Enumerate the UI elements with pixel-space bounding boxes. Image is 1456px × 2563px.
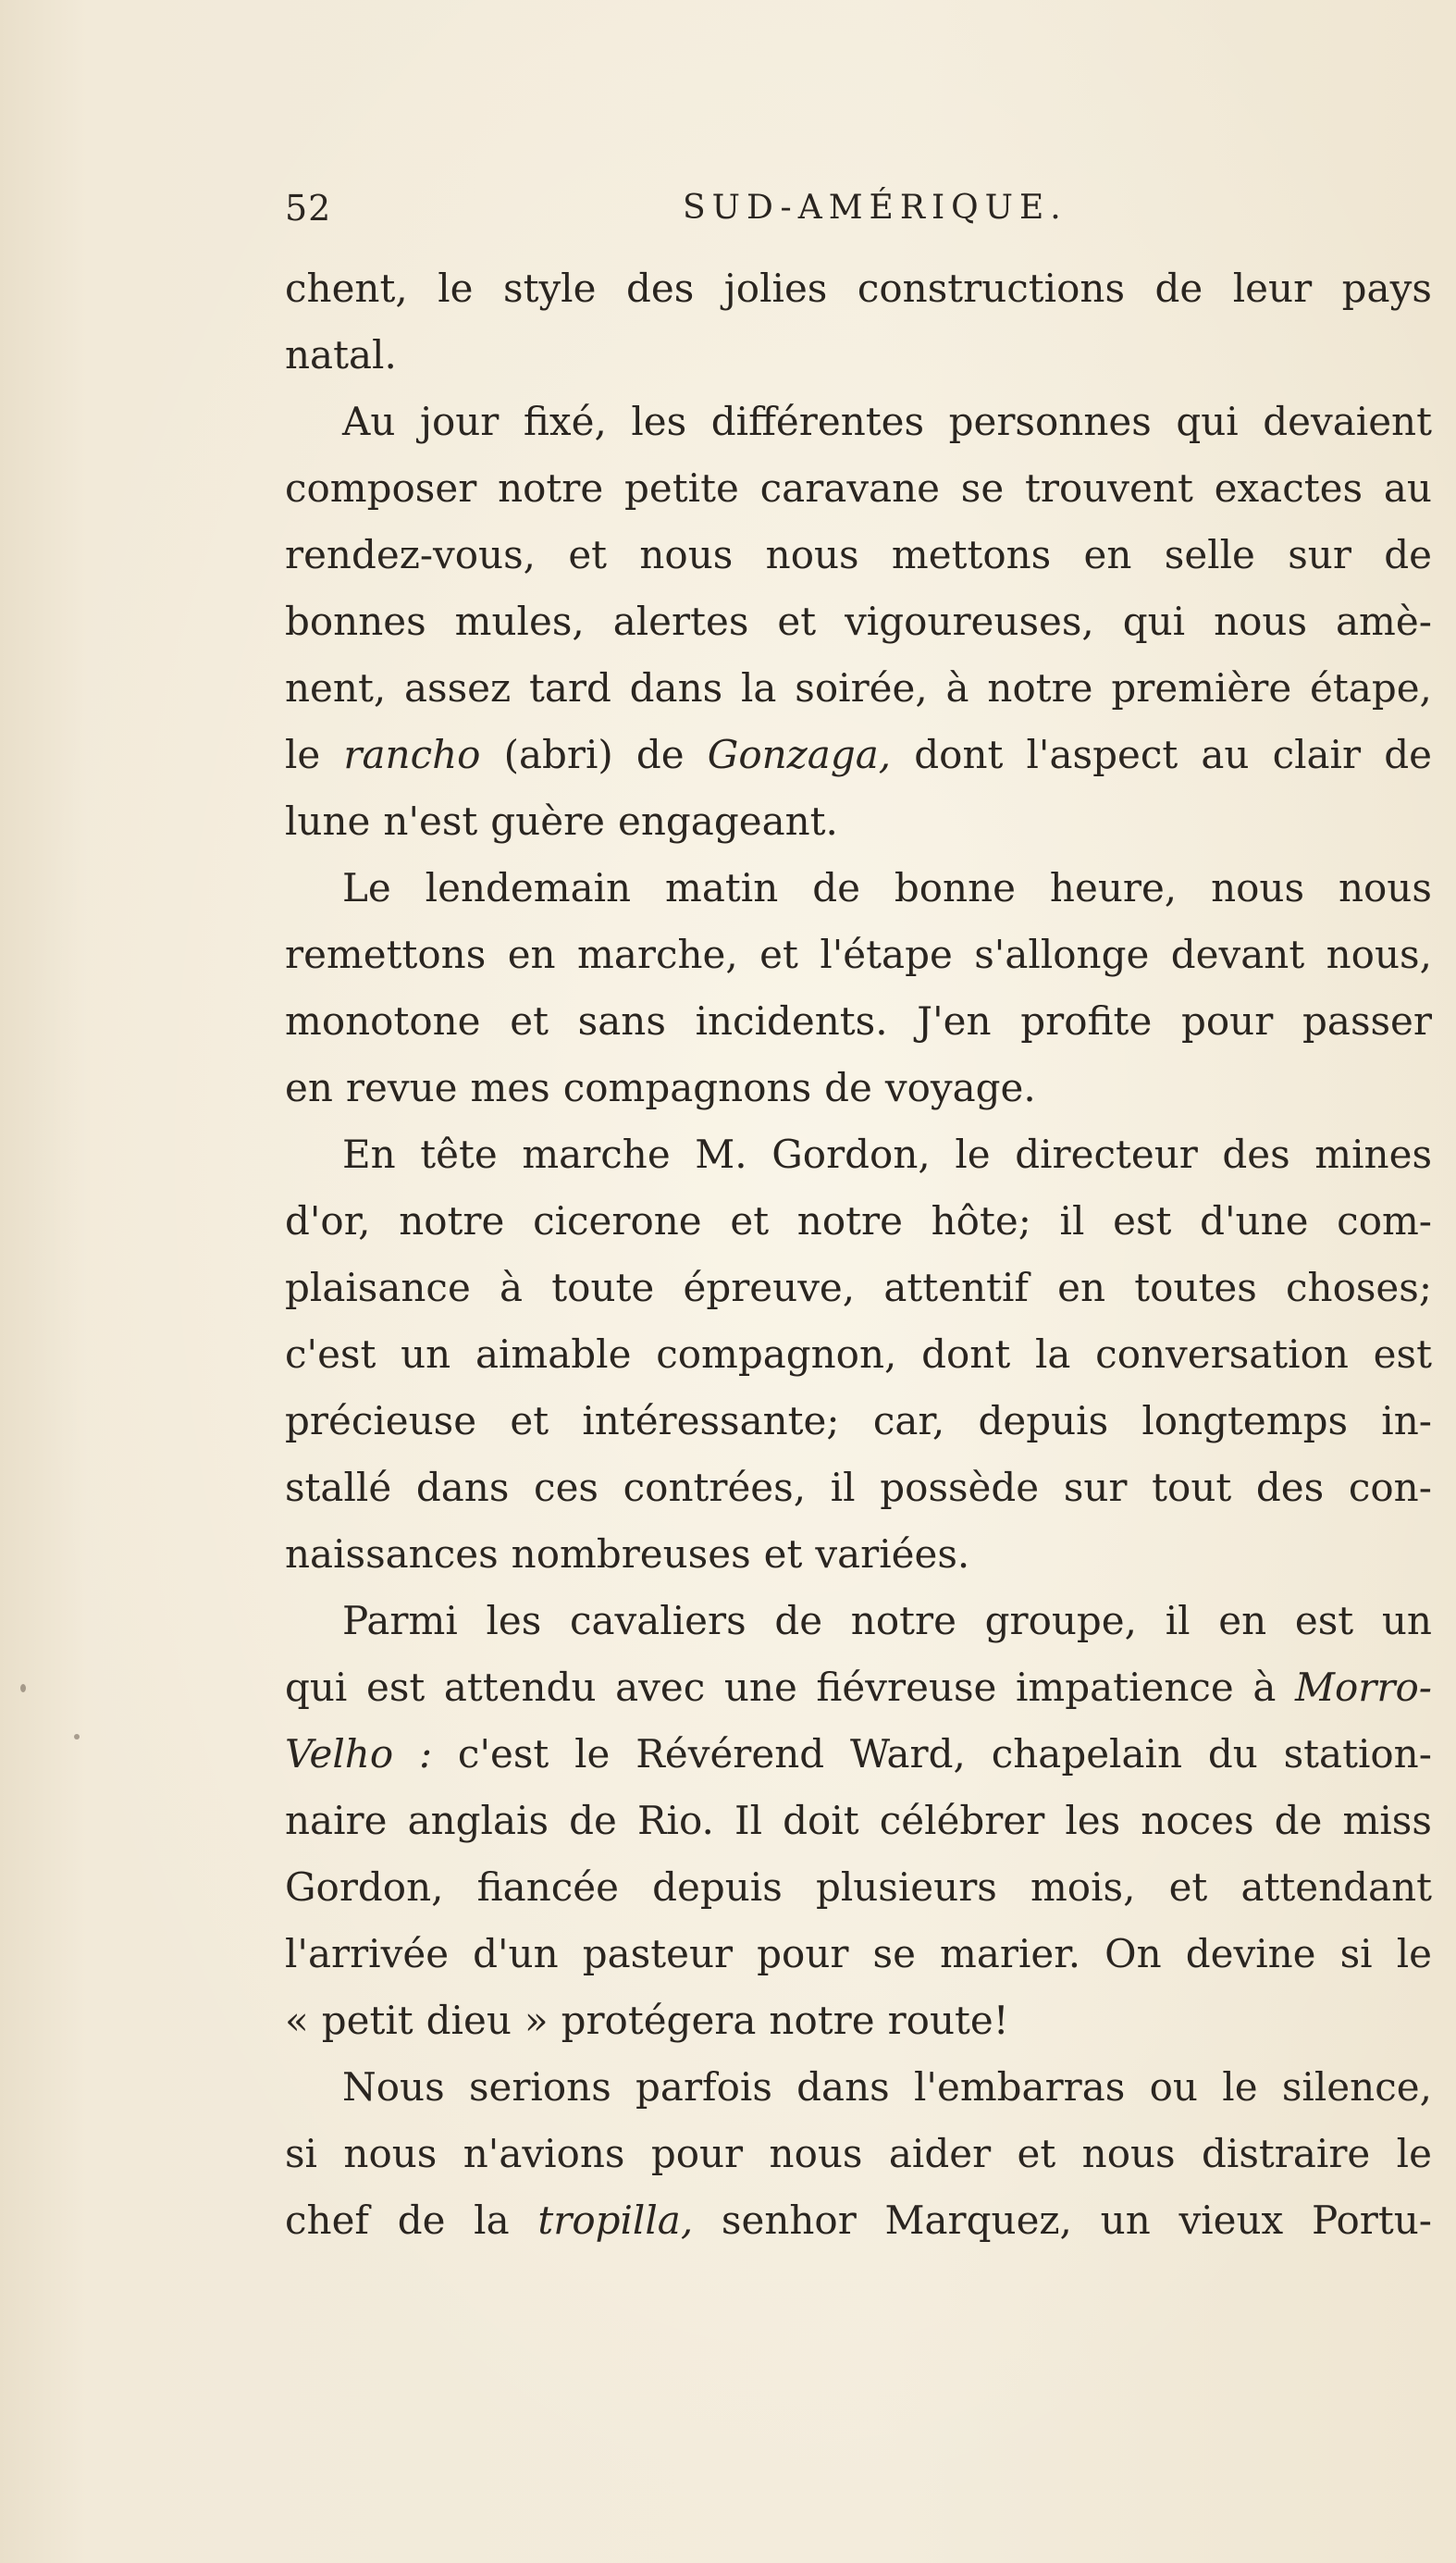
word: En (342, 1132, 396, 1177)
word: dont (921, 1331, 1011, 1377)
text-line (285, 322, 1432, 389)
word: Gordon, (285, 1864, 444, 1910)
word: soirée, (795, 665, 928, 711)
word: notre (399, 1198, 505, 1244)
word: en (507, 932, 556, 977)
word: distraire (1202, 2131, 1371, 2176)
text-line (285, 722, 1432, 788)
word: assez (404, 665, 512, 711)
word: de (569, 1798, 617, 1843)
word: vieux (1178, 2198, 1284, 2243)
word: ou (1149, 2064, 1198, 2110)
word: revue (345, 1065, 458, 1110)
word: les (631, 399, 687, 444)
word: parfois (635, 2064, 772, 2110)
word: le (1222, 2064, 1258, 2110)
text-line (285, 988, 1432, 1055)
word: de (1384, 732, 1432, 777)
word: et (568, 532, 608, 577)
word: à (500, 1265, 524, 1310)
word: il (1059, 1198, 1085, 1244)
word: d'un (473, 1931, 559, 1976)
word: incidents. (695, 998, 888, 1044)
word: nous (639, 532, 734, 577)
word: notre (850, 1598, 956, 1643)
word: naissances (285, 1531, 499, 1577)
word: » (524, 1998, 549, 2043)
word: il (830, 1465, 856, 1510)
word: profite (1020, 998, 1153, 1044)
word: car, (872, 1398, 945, 1443)
text-line (285, 1788, 1432, 1854)
word: engageant. (618, 799, 838, 844)
word: selle (1164, 532, 1255, 577)
word: con- (1348, 1465, 1432, 1510)
word: et (759, 932, 798, 977)
word: nous, (1326, 932, 1432, 977)
word: qui (1122, 599, 1186, 644)
word: la (1034, 1331, 1071, 1377)
word: longtemps (1141, 1398, 1349, 1443)
word: s'allonge (974, 932, 1150, 977)
word: étape, (1310, 665, 1432, 711)
text-line (285, 1854, 1432, 1921)
word: en (1218, 1598, 1267, 1643)
word: ces (534, 1465, 598, 1510)
word: et (510, 1398, 549, 1443)
word: de (397, 2198, 446, 2243)
word: de (1154, 266, 1203, 311)
word: sur (1288, 532, 1351, 577)
word: fixé, (523, 399, 607, 444)
text-line (285, 2121, 1432, 2187)
word: sur (1063, 1465, 1128, 1510)
word: pour (757, 1931, 849, 1976)
word: nous (1214, 599, 1308, 644)
word: de (1274, 1798, 1323, 1843)
word: nent, (285, 665, 387, 711)
text-line (285, 1521, 1432, 1588)
text-line (285, 2187, 1432, 2254)
word: contrées, (623, 1465, 807, 1510)
word: groupe, (984, 1598, 1138, 1643)
word: com- (1337, 1198, 1432, 1244)
word: mes (470, 1065, 550, 1110)
word: devaient (1263, 399, 1432, 444)
word: voyage. (884, 1065, 1036, 1110)
word: route! (887, 1998, 1009, 2043)
word: dont (914, 732, 1004, 777)
word: le (574, 1731, 611, 1777)
word: protégera (561, 1998, 757, 2043)
running-title: SUD-AMÉRIQUE. (683, 189, 1067, 227)
word: nous (1081, 2131, 1176, 2176)
word: silence, (1281, 2064, 1432, 2110)
text-line (285, 1721, 1432, 1788)
word: notre (796, 1198, 903, 1244)
word: exactes (1214, 465, 1363, 511)
word: du (1207, 1731, 1258, 1777)
word: et (1017, 2131, 1056, 2176)
text-line (285, 389, 1432, 455)
word: anglais (407, 1798, 549, 1843)
word: il (1165, 1598, 1191, 1643)
word: est (1294, 1598, 1354, 1643)
word: un (1381, 1598, 1432, 1643)
word: lune (285, 799, 371, 844)
word: bonnes (285, 599, 426, 644)
word: tout (1152, 1465, 1232, 1510)
word: petite (624, 465, 739, 511)
word: notre (498, 465, 604, 511)
word: bonne (894, 865, 1016, 910)
word: Marquez, (884, 2198, 1072, 2243)
word: miss (1342, 1798, 1432, 1843)
text-line (285, 855, 1432, 922)
word: matin (665, 865, 779, 910)
word: personnes (948, 399, 1152, 444)
word: stallé (285, 1465, 392, 1510)
word: n'avions (463, 2131, 625, 2176)
word: monotone (285, 998, 481, 1044)
word: marier. (940, 1931, 1081, 1976)
word: d'une (1200, 1198, 1309, 1244)
word: petit (321, 1998, 413, 2043)
word: cicerone (533, 1198, 702, 1244)
word: se (960, 465, 1005, 511)
word: devant (1170, 932, 1305, 977)
word: précieuse (285, 1398, 477, 1443)
word: Portu- (1311, 2198, 1432, 2243)
word: de (774, 1598, 823, 1643)
text-line (285, 922, 1432, 988)
word: nous (1338, 865, 1432, 910)
text-line (285, 655, 1432, 722)
word: sans (577, 998, 666, 1044)
word: l'arrivée (285, 1931, 450, 1976)
word: tard (528, 665, 611, 711)
word: pour (1181, 998, 1274, 1044)
word: « (285, 1998, 309, 2043)
word: Au (342, 399, 396, 444)
word: (abri) (503, 732, 613, 777)
word: nous (343, 2131, 438, 2176)
word: possède (880, 1465, 1040, 1510)
word: depuis (978, 1398, 1109, 1443)
word: toutes (1134, 1265, 1257, 1310)
word: in- (1381, 1398, 1432, 1443)
word: alertes (612, 599, 749, 644)
word: notre (769, 1998, 875, 2043)
text-line (285, 255, 1432, 322)
word: au (1201, 732, 1250, 777)
word: marche (522, 1132, 671, 1177)
word: en (285, 1065, 333, 1110)
word: célébrer (879, 1798, 1045, 1843)
word: tropilla, (537, 2198, 694, 2243)
word: fiancée (476, 1864, 619, 1910)
word: Il (734, 1798, 763, 1843)
word: toute (551, 1265, 655, 1310)
word: l'aspect (1026, 732, 1178, 777)
word: depuis (652, 1864, 783, 1910)
word: Gordon, (771, 1132, 931, 1177)
word: attendu (443, 1665, 597, 1710)
word: Morro- (1295, 1665, 1432, 1710)
page-number: 52 (285, 188, 332, 229)
text-line (285, 1388, 1432, 1455)
word: un (401, 1331, 451, 1377)
word: les (1065, 1798, 1121, 1843)
word: nous (1211, 865, 1305, 910)
word: jour (419, 399, 500, 444)
word: est (365, 1665, 426, 1710)
word: pasteur (582, 1931, 734, 1976)
word: devine (1185, 1931, 1316, 1976)
word: qui (285, 1665, 348, 1710)
running-head (285, 176, 1432, 241)
text-line (285, 455, 1432, 522)
word: première (1111, 665, 1292, 711)
word: nombreuses (511, 1531, 751, 1577)
word: épreuve, (683, 1265, 856, 1310)
paper-speck (20, 1684, 26, 1692)
word: leur (1232, 266, 1313, 311)
word: en (1057, 1265, 1106, 1310)
word: intéressante; (582, 1398, 840, 1443)
text-line (285, 1588, 1432, 1654)
word: compagnons (562, 1065, 812, 1110)
word: des (1255, 1465, 1325, 1510)
word: naire (285, 1798, 388, 1843)
word: pays (1341, 266, 1432, 311)
word: est (1373, 1331, 1432, 1377)
text-line (285, 1055, 1432, 1121)
word: trouvent (1025, 465, 1193, 511)
word: Ward, (850, 1731, 966, 1777)
word: dieu (426, 1998, 512, 2043)
word: chef (285, 2198, 369, 2243)
word: d'or, (285, 1198, 371, 1244)
word: les (486, 1598, 542, 1643)
text-line (285, 1321, 1432, 1388)
word: rendez-vous, (285, 532, 537, 577)
word: se (872, 1931, 916, 1976)
word: nous (769, 2131, 863, 2176)
word: de (635, 732, 685, 777)
word: différentes (710, 399, 925, 444)
word: nous (765, 532, 859, 577)
word: notre (987, 665, 1093, 711)
word: noces (1141, 1798, 1254, 1843)
word: des (1222, 1132, 1290, 1177)
word: et (510, 998, 549, 1044)
word: le (1396, 2131, 1432, 2176)
body-text (285, 255, 1432, 2254)
word: aider (888, 2131, 992, 2176)
word: attendant (1240, 1864, 1432, 1910)
word: chent, (285, 266, 408, 311)
text-line (285, 1255, 1432, 1321)
word: guère (490, 799, 606, 844)
word: en (1083, 532, 1132, 577)
word: clair (1272, 732, 1362, 777)
word: Parmi (342, 1598, 458, 1643)
word: senhor (721, 2198, 857, 2243)
word: fiévreuse (816, 1665, 997, 1710)
word: et (763, 1531, 803, 1577)
word: n'est (383, 799, 478, 844)
word: On (1104, 1931, 1162, 1976)
text-line (285, 1121, 1432, 1188)
text-line (285, 1455, 1432, 1521)
word: hôte; (931, 1198, 1031, 1244)
word: Révérend (635, 1731, 825, 1777)
word: conversation (1095, 1331, 1349, 1377)
word: de (824, 1065, 872, 1110)
word: constructions (857, 266, 1125, 311)
word: Le (342, 865, 391, 910)
word: serions (468, 2064, 611, 2110)
word: aimable (475, 1331, 632, 1377)
word: directeur (1015, 1132, 1198, 1177)
word: Rio. (636, 1798, 714, 1843)
word: compagnon, (656, 1331, 897, 1377)
word: attentif (883, 1265, 1029, 1310)
word: le (285, 732, 321, 777)
word: à (1252, 1665, 1277, 1710)
text-line (285, 522, 1432, 588)
word: rancho (343, 732, 481, 777)
word: le (955, 1132, 991, 1177)
word: dans (415, 1465, 510, 1510)
word: la (474, 2198, 510, 2243)
word: pour (650, 2131, 744, 2176)
word: qui (1176, 399, 1239, 444)
word: tête (420, 1132, 498, 1177)
word: station- (1283, 1731, 1432, 1777)
word: à (945, 665, 969, 711)
word: caravane (759, 465, 940, 511)
word: et (730, 1198, 770, 1244)
word: vigoureuses, (845, 599, 1094, 644)
word: amè- (1336, 599, 1432, 644)
word: marche, (577, 932, 738, 977)
word: variées. (815, 1531, 970, 1577)
word: : (418, 1731, 433, 1777)
word: si (1339, 1931, 1373, 1976)
word: des (625, 266, 695, 311)
word: lendemain (425, 865, 632, 910)
word: M. (695, 1132, 747, 1177)
word: l'embarras (914, 2064, 1126, 2110)
word: composer (285, 465, 477, 511)
word: passer (1302, 998, 1432, 1044)
word: mois, (1030, 1864, 1136, 1910)
word: jolies (723, 266, 828, 311)
word: le (438, 266, 474, 311)
word: Nous (342, 2064, 445, 2110)
paper-speck (74, 1734, 80, 1740)
text-line (285, 788, 1432, 855)
word: dans (629, 665, 723, 711)
word: un (1100, 2198, 1151, 2243)
word: impatience (1016, 1665, 1234, 1710)
word: plusieurs (815, 1864, 997, 1910)
word: doit (783, 1798, 859, 1843)
word: Gonzaga, (707, 732, 892, 777)
text-line (285, 2054, 1432, 2121)
word: heure, (1049, 865, 1178, 910)
word: choses; (1286, 1265, 1432, 1310)
word: de (1384, 532, 1432, 577)
word: l'étape (820, 932, 953, 977)
word: une (723, 1665, 797, 1710)
text-line (285, 1188, 1432, 1255)
word: si (285, 2131, 317, 2176)
word: mines (1314, 1132, 1432, 1177)
word: plaisance (285, 1265, 471, 1310)
word: est (1113, 1198, 1172, 1244)
word: au (1383, 465, 1432, 511)
word: c'est (285, 1331, 376, 1377)
text-line (285, 1921, 1432, 1987)
word: de (812, 865, 860, 910)
word: et (777, 599, 817, 644)
word: la (741, 665, 777, 711)
text-line (285, 588, 1432, 655)
word: mettons (891, 532, 1052, 577)
word: cavaliers (569, 1598, 747, 1643)
word: chapelain (991, 1731, 1183, 1777)
word: mules, (454, 599, 585, 644)
word: c'est (457, 1731, 549, 1777)
word: natal. (285, 332, 397, 378)
word: avec (615, 1665, 706, 1710)
text-line (285, 1654, 1432, 1721)
word: Velho (285, 1731, 394, 1777)
word: remettons (285, 932, 487, 977)
word: dans (796, 2064, 890, 2110)
text-line (285, 1987, 1432, 2054)
word: J'en (917, 998, 992, 1044)
word: style (503, 266, 597, 311)
word: le (1396, 1931, 1432, 1976)
word: et (1168, 1864, 1208, 1910)
